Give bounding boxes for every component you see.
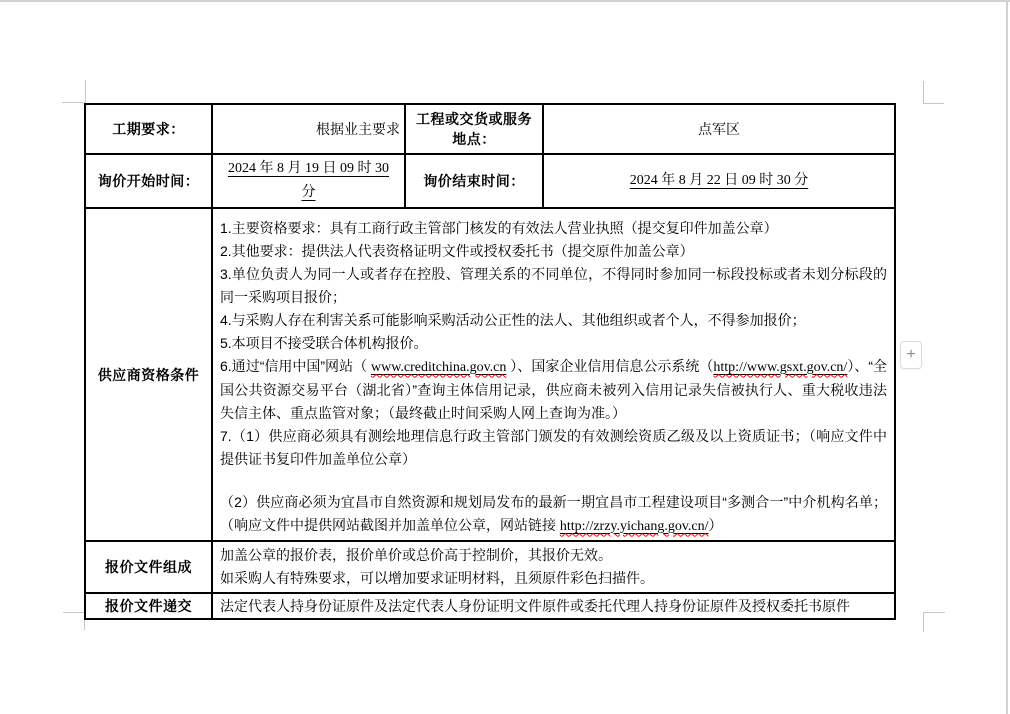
qualification-item: 6.通过“信用中国”网站（ www.creditchina.gov.cn ）、国家企业信用信息公示系统（http://www.gsxt.gov.cn/）、“全国公共资源交易平台（湖北省）”查询主体信用记录，供应商未被列入信用记录失信被执行人、重大税收违法失信主体、重点监管对象；（最终截止时间采购人网上查询为准。）	[220, 357, 888, 421]
qualification-item: 3.单位负责人为同一人或者存在控股、管理关系的不同单位，不得同时参加同一标段投标或者未划分标段的同一采购项目报价；	[220, 265, 887, 305]
quote-composition-value	[212, 541, 895, 593]
start-time-text: 2024 年 8 月 19 日 09 时 30 分	[228, 161, 389, 200]
crop-mark-bottom-left	[63, 612, 84, 613]
inquiry-info-table	[84, 103, 896, 620]
crop-mark-bottom-right	[923, 612, 924, 632]
supplier-qualification-label: 供应商资格条件	[85, 208, 212, 541]
qualification-item: 7.（1）供应商必须具有测绘地理信息行政主管部门颁发的有效测绘资质乙级及以上资质证书；（响应文件中提供证书复印件加盖单位公章）	[220, 427, 887, 467]
qualification-item: 2.其他要求：提供法人代表资格证明文件或授权委托书（提交原件加盖公章）	[220, 242, 694, 259]
crop-mark-top-right	[923, 81, 924, 103]
table-row	[85, 541, 895, 593]
table-row	[85, 154, 895, 208]
quote-submission-value: 法定代表人持身份证原件及法定代表人身份证明文件原件或委托代理人持身份证原件及授权委托书原件	[212, 593, 895, 619]
insert-plus-button[interactable]: +	[900, 341, 922, 369]
crop-mark-top-left	[85, 80, 86, 103]
quote-composition-line: 如采购人有特殊要求，可以增加要求证明材料，且须原件彩色扫描件。	[220, 570, 654, 586]
qualification-list	[212, 208, 895, 541]
crop-mark-bottom-right	[923, 612, 945, 613]
table-row	[85, 208, 895, 541]
qualification-item: 4.与采购人存在利害关系可能影响采购活动公正性的法人、其他组织或者个人，不得参加报价；	[220, 311, 806, 328]
qualification-item: 1.主要资格要求：具有工商行政主管部门核发的有效法人营业执照（提交复印件加盖公章）	[220, 219, 778, 236]
table-row	[85, 593, 895, 619]
url-text: www.creditchina.gov.cn	[370, 359, 507, 375]
inquiry-start-time-label: 询价开始时间：	[85, 154, 212, 208]
window-top-border	[0, 0, 1010, 2]
delivery-location-label: 工程或交货或服务地点：	[405, 104, 543, 154]
duration-requirement-value: 根据业主要求	[212, 104, 405, 154]
qualification-item: （2）供应商必须为宜昌市自然资源和规划局发布的最新一期宜昌市工程建设项目“多测合一”中介机构名单；（响应文件中提供网站截图并加盖单位公章，网站链接 http://zrzy.yichang.gov.cn/）	[220, 493, 887, 534]
url-text: http://www.gsxt.gov.cn/	[713, 359, 848, 375]
inquiry-end-time-label: 询价结束时间：	[405, 154, 543, 208]
table-row	[85, 104, 895, 154]
quote-submission-label: 报价文件递交	[85, 593, 212, 619]
inquiry-start-time-value	[212, 154, 405, 208]
crop-mark-top-right	[923, 103, 944, 104]
duration-requirement-label: 工期要求：	[85, 104, 212, 154]
crop-mark-top-left	[62, 102, 85, 103]
end-time-text: 2024 年 8 月 22 日 09 时 30 分	[629, 173, 809, 188]
quote-composition-label: 报价文件组成	[85, 541, 212, 593]
delivery-location-value: 点军区	[543, 104, 895, 154]
url-text: http://zrzy.yichang.gov.cn/	[559, 518, 709, 534]
qualification-item: 5.本项目不接受联合体机构报价。	[220, 334, 428, 351]
inquiry-end-time-value	[543, 154, 895, 208]
quote-composition-line: 加盖公章的报价表，报价单价或总价高于控制价，其报价无效。	[220, 547, 612, 563]
page-right-border	[1006, 0, 1008, 714]
